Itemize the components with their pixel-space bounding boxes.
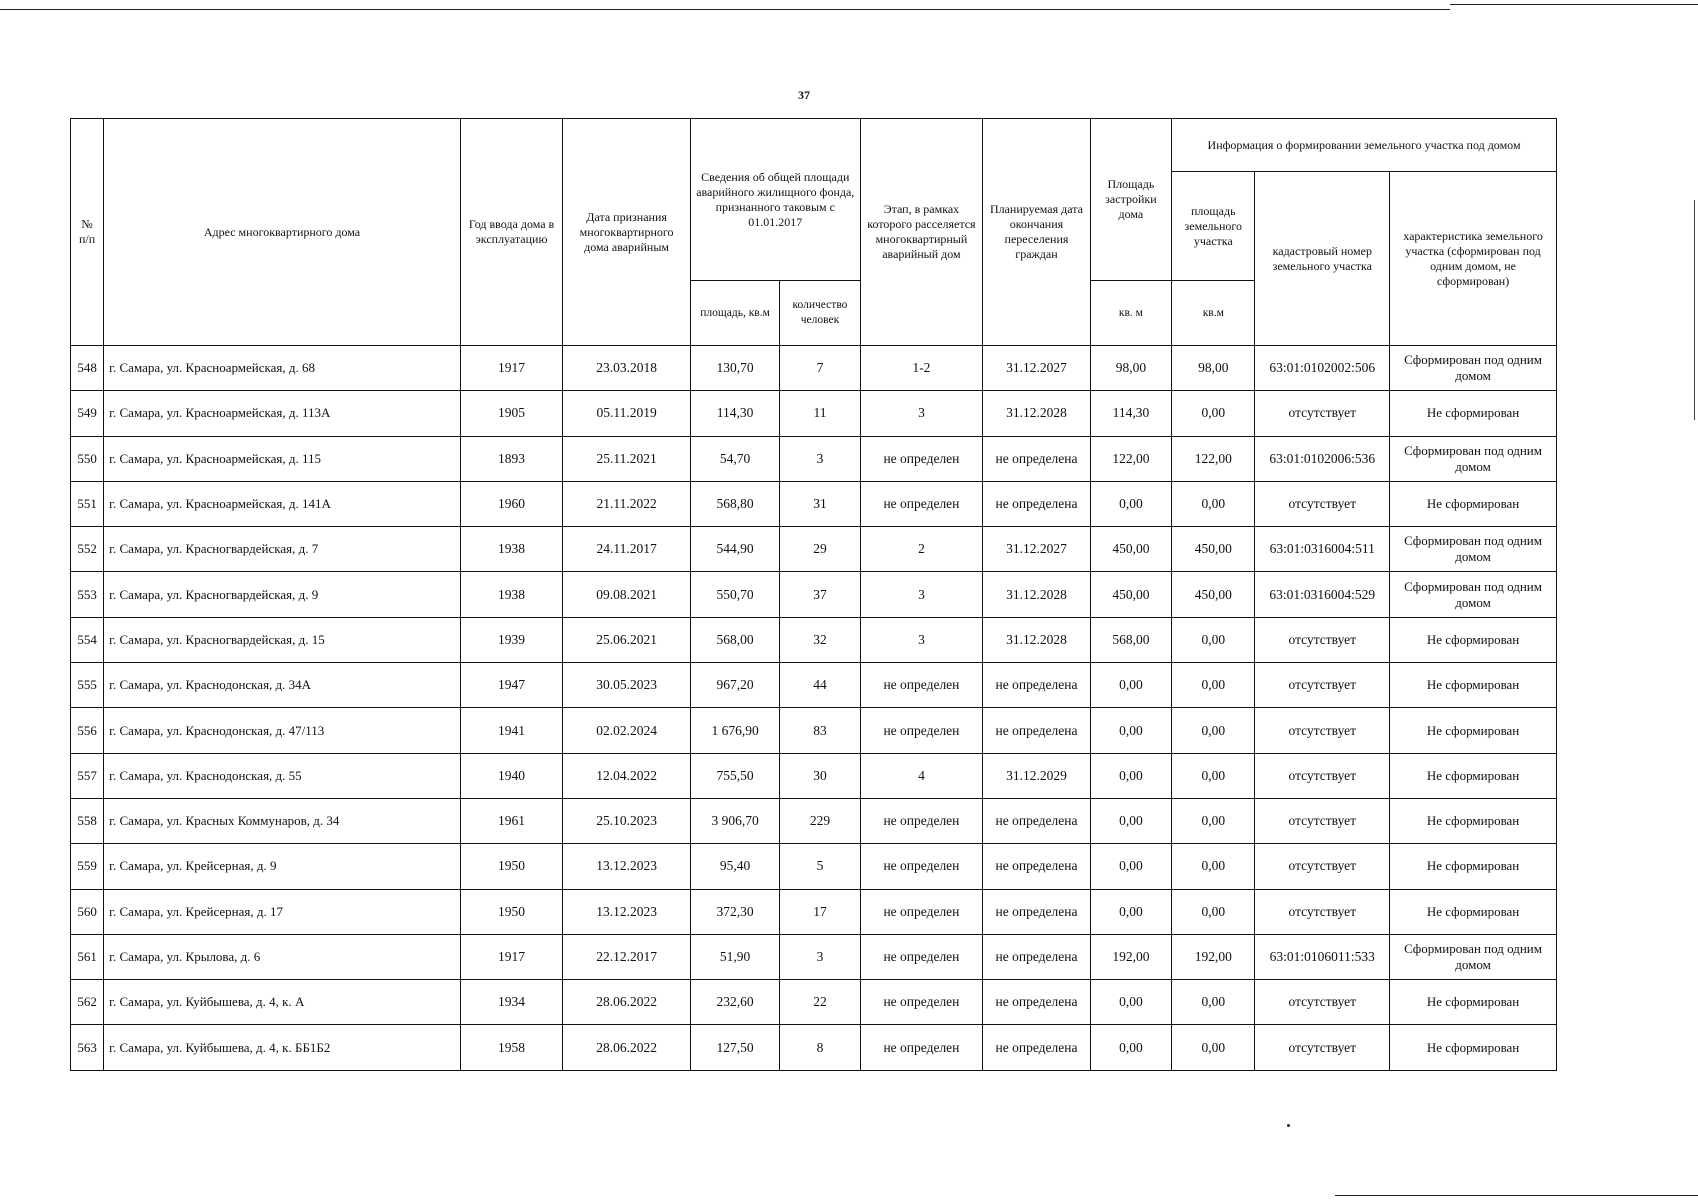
cell-cadastral: 63:01:0316004:511	[1255, 527, 1390, 572]
cell-cadastral: 63:01:0102006:536	[1255, 436, 1390, 481]
cell-planned-date: 31.12.2028	[983, 572, 1091, 617]
cell-land-area: 0,00	[1172, 980, 1255, 1025]
cell-recognition-date: 28.06.2022	[563, 1025, 691, 1070]
cell-land-area: 0,00	[1172, 708, 1255, 753]
cell-built-area: 0,00	[1090, 844, 1171, 889]
cell-status: Не сформирован	[1390, 663, 1557, 708]
cell-year: 1950	[460, 844, 562, 889]
cell-year: 1939	[460, 617, 562, 662]
cell-cadastral: отсутствует	[1255, 708, 1390, 753]
cell-planned-date: 31.12.2028	[983, 391, 1091, 436]
emergency-housing-table	[70, 118, 1557, 1071]
cell-recognition-date: 24.11.2017	[563, 527, 691, 572]
cell-status: Сформирован под одним домом	[1390, 572, 1557, 617]
cell-recognition-date: 05.11.2019	[563, 391, 691, 436]
cell-planned-date: не определена	[983, 934, 1091, 979]
cell-stage: не определен	[860, 934, 983, 979]
cell-status: Не сформирован	[1390, 481, 1557, 526]
cell-year: 1934	[460, 980, 562, 1025]
cell-recognition-date: 21.11.2022	[563, 481, 691, 526]
cell-planned-date: не определена	[983, 889, 1091, 934]
cell-area: 568,80	[690, 481, 779, 526]
table-row	[71, 527, 1557, 572]
scan-edge-mark	[1694, 200, 1695, 420]
cell-cadastral: отсутствует	[1255, 889, 1390, 934]
cell-year: 1893	[460, 436, 562, 481]
cell-people: 22	[780, 980, 860, 1025]
cell-stage: не определен	[860, 980, 983, 1025]
cell-status: Не сформирован	[1390, 753, 1557, 798]
table-row	[71, 708, 1557, 753]
cell-stage: не определен	[860, 844, 983, 889]
cell-num: 556	[71, 708, 104, 753]
cell-cadastral: 63:01:0102002:506	[1255, 346, 1390, 391]
cell-land-area: 0,00	[1172, 391, 1255, 436]
cell-planned-date: 31.12.2027	[983, 346, 1091, 391]
cell-built-area: 450,00	[1090, 572, 1171, 617]
cell-recognition-date: 25.11.2021	[563, 436, 691, 481]
cell-year: 1938	[460, 572, 562, 617]
scan-speck	[1287, 1124, 1290, 1127]
cell-people: 37	[780, 572, 860, 617]
cell-built-area: 450,00	[1090, 527, 1171, 572]
cell-recognition-date: 12.04.2022	[563, 753, 691, 798]
cell-cadastral: отсутствует	[1255, 481, 1390, 526]
cell-planned-date: не определена	[983, 663, 1091, 708]
cell-people: 30	[780, 753, 860, 798]
header-characteristic: характеристика земельного участка (сформирован под одним домом, не сформирован)	[1390, 172, 1557, 346]
cell-recognition-date: 22.12.2017	[563, 934, 691, 979]
header-land-area-unit: кв.м	[1172, 281, 1255, 346]
cell-address: г. Самара, ул. Красногвардейская, д. 15	[104, 617, 461, 662]
cell-num: 550	[71, 436, 104, 481]
cell-built-area: 0,00	[1090, 753, 1171, 798]
cell-land-area: 122,00	[1172, 436, 1255, 481]
cell-status: Не сформирован	[1390, 889, 1557, 934]
cell-num: 551	[71, 481, 104, 526]
cell-status: Не сформирован	[1390, 980, 1557, 1025]
top-rule-right	[1450, 4, 1698, 5]
cell-address: г. Самара, ул. Куйбышева, д. 4, к. ББ1Б2	[104, 1025, 461, 1070]
header-recognition-date: Дата признания многоквартирного дома аварийным	[563, 119, 691, 346]
cell-status: Сформирован под одним домом	[1390, 527, 1557, 572]
cell-stage: не определен	[860, 663, 983, 708]
cell-stage: не определен	[860, 481, 983, 526]
cell-land-area: 0,00	[1172, 617, 1255, 662]
cell-cadastral: отсутствует	[1255, 753, 1390, 798]
cell-num: 557	[71, 753, 104, 798]
cell-planned-date: 31.12.2029	[983, 753, 1091, 798]
cell-people: 32	[780, 617, 860, 662]
cell-people: 29	[780, 527, 860, 572]
cell-recognition-date: 23.03.2018	[563, 346, 691, 391]
cell-stage: не определен	[860, 436, 983, 481]
cell-area: 550,70	[690, 572, 779, 617]
cell-planned-date: не определена	[983, 436, 1091, 481]
cell-land-area: 0,00	[1172, 1025, 1255, 1070]
cell-land-area: 0,00	[1172, 481, 1255, 526]
header-land-info: Информация о формировании земельного участка под домом	[1172, 119, 1557, 172]
page-number: 37	[798, 88, 810, 102]
cell-num: 552	[71, 527, 104, 572]
cell-num: 548	[71, 346, 104, 391]
table-row	[71, 980, 1557, 1025]
cell-address: г. Самара, ул. Красноармейская, д. 68	[104, 346, 461, 391]
cell-address: г. Самара, ул. Куйбышева, д. 4, к. А	[104, 980, 461, 1025]
cell-status: Не сформирован	[1390, 391, 1557, 436]
cell-status: Не сформирован	[1390, 708, 1557, 753]
cell-year: 1958	[460, 1025, 562, 1070]
header-planned-date: Планируемая дата окончания переселения граждан	[983, 119, 1091, 346]
table-row	[71, 753, 1557, 798]
table-row	[71, 436, 1557, 481]
cell-built-area: 0,00	[1090, 1025, 1171, 1070]
cell-land-area: 0,00	[1172, 844, 1255, 889]
cell-land-area: 450,00	[1172, 572, 1255, 617]
cell-address: г. Самара, ул. Крейсерная, д. 9	[104, 844, 461, 889]
cell-land-area: 98,00	[1172, 346, 1255, 391]
cell-stage: не определен	[860, 889, 983, 934]
cell-year: 1905	[460, 391, 562, 436]
cell-address: г. Самара, ул. Красноармейская, д. 141А	[104, 481, 461, 526]
cell-planned-date: не определена	[983, 980, 1091, 1025]
table-row	[71, 934, 1557, 979]
cell-built-area: 0,00	[1090, 889, 1171, 934]
cell-num: 561	[71, 934, 104, 979]
cell-stage: 4	[860, 753, 983, 798]
cell-people: 3	[780, 934, 860, 979]
cell-area: 755,50	[690, 753, 779, 798]
cell-status: Не сформирован	[1390, 798, 1557, 843]
cell-cadastral: отсутствует	[1255, 1025, 1390, 1070]
cell-year: 1938	[460, 527, 562, 572]
cell-status: Сформирован под одним домом	[1390, 934, 1557, 979]
cell-address: г. Самара, ул. Краснодонская, д. 47/113	[104, 708, 461, 753]
cell-area: 372,30	[690, 889, 779, 934]
header-num: № п/п	[71, 119, 104, 346]
cell-area: 51,90	[690, 934, 779, 979]
cell-stage: 3	[860, 617, 983, 662]
cell-recognition-date: 09.08.2021	[563, 572, 691, 617]
header-address: Адрес многоквартирного дома	[104, 119, 461, 346]
cell-area: 114,30	[690, 391, 779, 436]
cell-address: г. Самара, ул. Красноармейская, д. 113А	[104, 391, 461, 436]
cell-address: г. Самара, ул. Красных Коммунаров, д. 34	[104, 798, 461, 843]
header-people-count: количество человек	[780, 281, 860, 346]
cell-people: 3	[780, 436, 860, 481]
cell-cadastral: отсутствует	[1255, 980, 1390, 1025]
cell-planned-date: не определена	[983, 798, 1091, 843]
cell-area: 568,00	[690, 617, 779, 662]
cell-people: 11	[780, 391, 860, 436]
cell-year: 1950	[460, 889, 562, 934]
cell-stage: 3	[860, 572, 983, 617]
cell-address: г. Самара, ул. Красноармейская, д. 115	[104, 436, 461, 481]
cell-status: Не сформирован	[1390, 1025, 1557, 1070]
header-year: Год ввода дома в эксплуатацию	[460, 119, 562, 346]
header-built-area-unit: кв. м	[1090, 281, 1171, 346]
cell-built-area: 0,00	[1090, 980, 1171, 1025]
top-rule	[0, 9, 1450, 10]
cell-year: 1917	[460, 346, 562, 391]
cell-recognition-date: 25.06.2021	[563, 617, 691, 662]
cell-cadastral: отсутствует	[1255, 798, 1390, 843]
cell-year: 1941	[460, 708, 562, 753]
cell-planned-date: 31.12.2027	[983, 527, 1091, 572]
table-row	[71, 572, 1557, 617]
cell-status: Не сформирован	[1390, 617, 1557, 662]
table-row	[71, 798, 1557, 843]
cell-area: 967,20	[690, 663, 779, 708]
table-row	[71, 346, 1557, 391]
cell-area: 127,50	[690, 1025, 779, 1070]
cell-area: 54,70	[690, 436, 779, 481]
cell-land-area: 450,00	[1172, 527, 1255, 572]
cell-people: 8	[780, 1025, 860, 1070]
table-row	[71, 1025, 1557, 1070]
cell-year: 1960	[460, 481, 562, 526]
table-row	[71, 663, 1557, 708]
table-row	[71, 844, 1557, 889]
cell-stage: 2	[860, 527, 983, 572]
cell-address: г. Самара, ул. Краснодонская, д. 55	[104, 753, 461, 798]
cell-status: Сформирован под одним домом	[1390, 346, 1557, 391]
cell-stage: 3	[860, 391, 983, 436]
header-land-area: площадь земельного участка	[1172, 172, 1255, 281]
cell-land-area: 192,00	[1172, 934, 1255, 979]
cell-num: 559	[71, 844, 104, 889]
cell-recognition-date: 13.12.2023	[563, 889, 691, 934]
cell-address: г. Самара, ул. Крейсерная, д. 17	[104, 889, 461, 934]
cell-recognition-date: 13.12.2023	[563, 844, 691, 889]
cell-recognition-date: 02.02.2024	[563, 708, 691, 753]
cell-cadastral: 63:01:0316004:529	[1255, 572, 1390, 617]
cell-built-area: 0,00	[1090, 663, 1171, 708]
cell-built-area: 0,00	[1090, 481, 1171, 526]
header-area-sqm: площадь, кв.м	[690, 281, 779, 346]
cell-people: 7	[780, 346, 860, 391]
cell-cadastral: 63:01:0106011:533	[1255, 934, 1390, 979]
cell-address: г. Самара, ул. Красногвардейская, д. 9	[104, 572, 461, 617]
cell-year: 1917	[460, 934, 562, 979]
cell-built-area: 568,00	[1090, 617, 1171, 662]
cell-recognition-date: 28.06.2022	[563, 980, 691, 1025]
table-row	[71, 617, 1557, 662]
cell-cadastral: отсутствует	[1255, 391, 1390, 436]
cell-area: 1 676,90	[690, 708, 779, 753]
cell-people: 31	[780, 481, 860, 526]
cell-land-area: 0,00	[1172, 798, 1255, 843]
cell-status: Не сформирован	[1390, 844, 1557, 889]
cell-built-area: 114,30	[1090, 391, 1171, 436]
cell-people: 83	[780, 708, 860, 753]
cell-year: 1947	[460, 663, 562, 708]
cell-stage: не определен	[860, 708, 983, 753]
cell-cadastral: отсутствует	[1255, 844, 1390, 889]
cell-people: 5	[780, 844, 860, 889]
cell-area: 232,60	[690, 980, 779, 1025]
cell-num: 549	[71, 391, 104, 436]
cell-address: г. Самара, ул. Красногвардейская, д. 7	[104, 527, 461, 572]
cell-area: 544,90	[690, 527, 779, 572]
cell-planned-date: 31.12.2028	[983, 617, 1091, 662]
cell-planned-date: не определена	[983, 1025, 1091, 1070]
cell-planned-date: не определена	[983, 844, 1091, 889]
cell-address: г. Самара, ул. Краснодонская, д. 34А	[104, 663, 461, 708]
cell-cadastral: отсутствует	[1255, 663, 1390, 708]
cell-land-area: 0,00	[1172, 889, 1255, 934]
cell-stage: 1-2	[860, 346, 983, 391]
cell-built-area: 192,00	[1090, 934, 1171, 979]
cell-land-area: 0,00	[1172, 753, 1255, 798]
header-cadastral: кадастровый номер земельного участка	[1255, 172, 1390, 346]
cell-status: Сформирован под одним домом	[1390, 436, 1557, 481]
cell-num: 560	[71, 889, 104, 934]
cell-built-area: 0,00	[1090, 798, 1171, 843]
table-row	[71, 391, 1557, 436]
table-row	[71, 481, 1557, 526]
cell-planned-date: не определена	[983, 481, 1091, 526]
cell-num: 553	[71, 572, 104, 617]
table-header	[71, 119, 1557, 346]
cell-address: г. Самара, ул. Крылова, д. 6	[104, 934, 461, 979]
header-stage: Этап, в рамках которого расселяется многоквартирный аварийный дом	[860, 119, 983, 346]
cell-people: 44	[780, 663, 860, 708]
cell-recognition-date: 25.10.2023	[563, 798, 691, 843]
header-area-info: Сведения об общей площади аварийного жилищного фонда, признанного таковым с 01.01.2017	[690, 119, 860, 281]
header-built-area: Площадь застройки дома	[1090, 119, 1171, 281]
cell-stage: не определен	[860, 798, 983, 843]
cell-area: 130,70	[690, 346, 779, 391]
cell-people: 229	[780, 798, 860, 843]
cell-land-area: 0,00	[1172, 663, 1255, 708]
cell-people: 17	[780, 889, 860, 934]
cell-num: 558	[71, 798, 104, 843]
cell-recognition-date: 30.05.2023	[563, 663, 691, 708]
cell-built-area: 0,00	[1090, 708, 1171, 753]
cell-area: 3 906,70	[690, 798, 779, 843]
cell-built-area: 98,00	[1090, 346, 1171, 391]
cell-planned-date: не определена	[983, 708, 1091, 753]
bottom-rule	[1335, 1195, 1698, 1196]
table-row	[71, 889, 1557, 934]
cell-num: 554	[71, 617, 104, 662]
cell-num: 562	[71, 980, 104, 1025]
cell-area: 95,40	[690, 844, 779, 889]
table-body	[71, 346, 1557, 1071]
cell-cadastral: отсутствует	[1255, 617, 1390, 662]
cell-year: 1940	[460, 753, 562, 798]
cell-built-area: 122,00	[1090, 436, 1171, 481]
cell-num: 555	[71, 663, 104, 708]
cell-num: 563	[71, 1025, 104, 1070]
cell-year: 1961	[460, 798, 562, 843]
cell-stage: не определен	[860, 1025, 983, 1070]
